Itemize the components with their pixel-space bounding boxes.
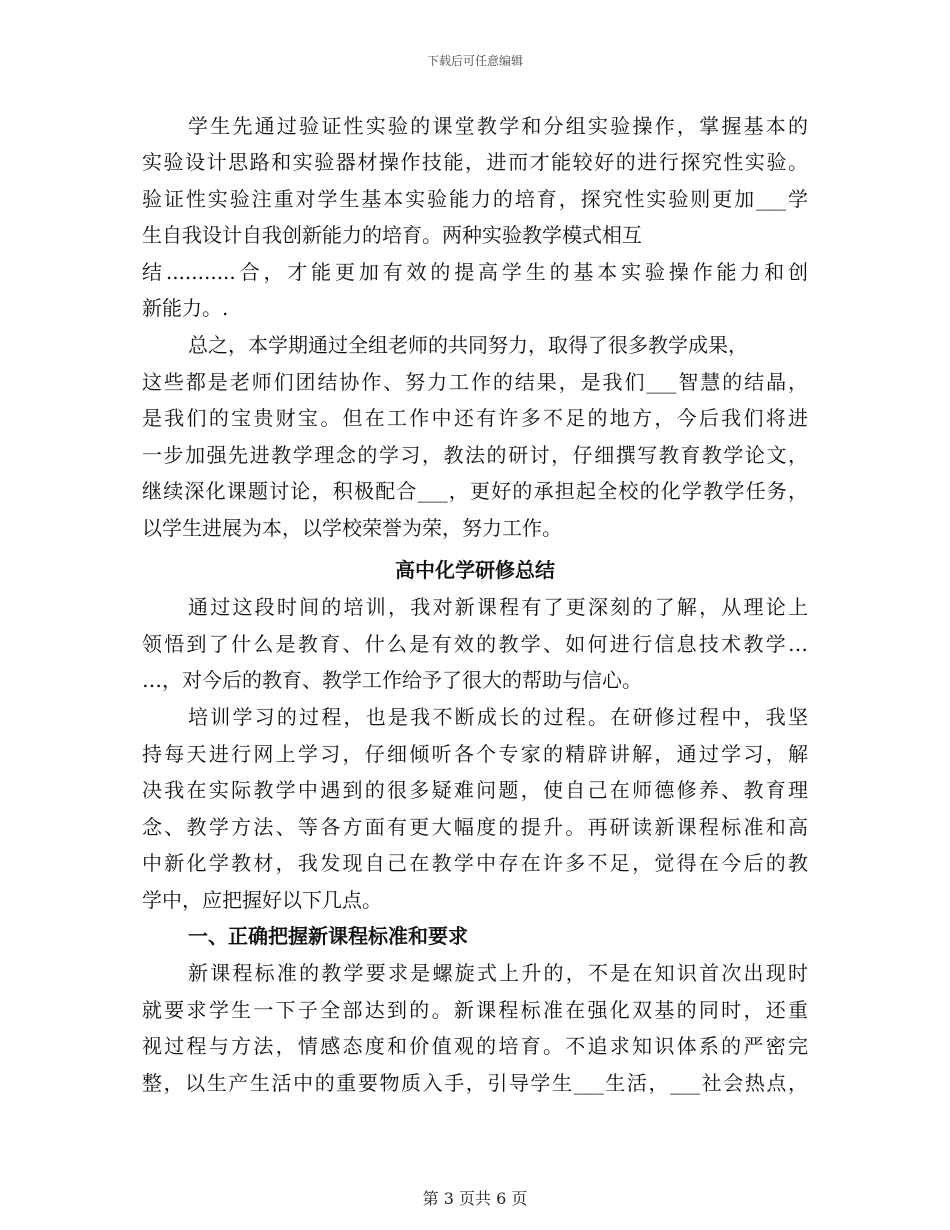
paragraph-line: 新课程标准的教学要求是螺旋式上升的，不是在知识首次出现时 — [188, 961, 808, 985]
paragraph-line: 以学生进展为本，以学校荣誉为荣，努力工作。 — [142, 516, 562, 540]
section-title: 高中化学研修总结 — [395, 558, 555, 582]
paragraph-line: 念、教学方法、等各方面有更大幅度的提升。再研读新课程标准和高 — [142, 815, 808, 839]
paragraph-line: 视过程与方法，情感态度和价值观的培育。不追求知识体系的严密完 — [142, 1034, 808, 1058]
page-footer: 第 3 页共 6 页 — [422, 1189, 528, 1208]
paragraph-line: 学中，应把握好以下几点。 — [142, 888, 382, 912]
paragraph-line: 结...........合，才能更加有效的提高学生的基本实验操作能力和创 — [142, 260, 808, 284]
paragraph-line: 中新化学教材，我发现自己在教学中存在许多不足，觉得在今后的教 — [142, 851, 808, 875]
paragraph-line: 就要求学生一下子全部达到的。新课程标准在强化双基的同时，还重 — [142, 998, 808, 1022]
paragraph-line: 一步加强先进教学理念的学习，教法的研讨，仔细撰写教育教学论文， — [142, 443, 808, 467]
paragraph-line: 继续深化课题讨论，积极配合___，更好的承担起全校的化学教学任务， — [142, 479, 808, 503]
header-note: 下载后可任意编辑 — [426, 54, 523, 68]
paragraph-line: 是我们的宝贵财宝。但在工作中还有许多不足的地方，今后我们将进 — [142, 406, 808, 430]
paragraph-line: 生自我设计自我创新能力的培育。两种实验教学模式相互 — [142, 223, 642, 247]
paragraph-line: 学生先通过验证性实验的课堂教学和分组实验操作，掌握基本的 — [188, 114, 808, 138]
paragraph-line: 决我在实际教学中遇到的很多疑难问题，使自己在师德修养、教育理 — [142, 778, 808, 802]
paragraph-line: 持每天进行网上学习，仔细倾听各个专家的精辟讲解，通过学习，解 — [142, 742, 808, 766]
paragraph-line: 整，以生产生活中的重要物质入手，引导学生___生活，___社会热点， — [142, 1071, 808, 1095]
paragraph-line: 实验设计思路和实验器材操作技能，进而才能较好的进行探究性实验。 — [142, 150, 808, 174]
paragraph-line: 验证性实验注重对学生基本实验能力的培育，探究性实验则更加___学 — [142, 187, 808, 211]
paragraph-line: …，对今后的教育、教学工作给予了很大的帮助与信心。 — [142, 668, 642, 692]
subheading: 一、正确把握新课程标准和要求 — [188, 924, 468, 948]
paragraph-line: 新能力。. — [142, 296, 229, 320]
paragraph-line: 领悟到了什么是教育、什么是有效的教学、如何进行信息技术教学… — [142, 632, 808, 656]
paragraph-line: 培训学习的过程，也是我不断成长的过程。在研修过程中，我坚 — [188, 705, 808, 729]
paragraph-line: 这些都是老师们团结协作、努力工作的结果，是我们___智慧的结晶， — [142, 370, 808, 394]
paragraph-line: 通过这段时间的培训，我对新课程有了更深刻的了解，从理论上 — [188, 595, 808, 619]
paragraph-line: 总之，本学期通过全组老师的共同努力，取得了很多教学成果， — [188, 333, 748, 357]
